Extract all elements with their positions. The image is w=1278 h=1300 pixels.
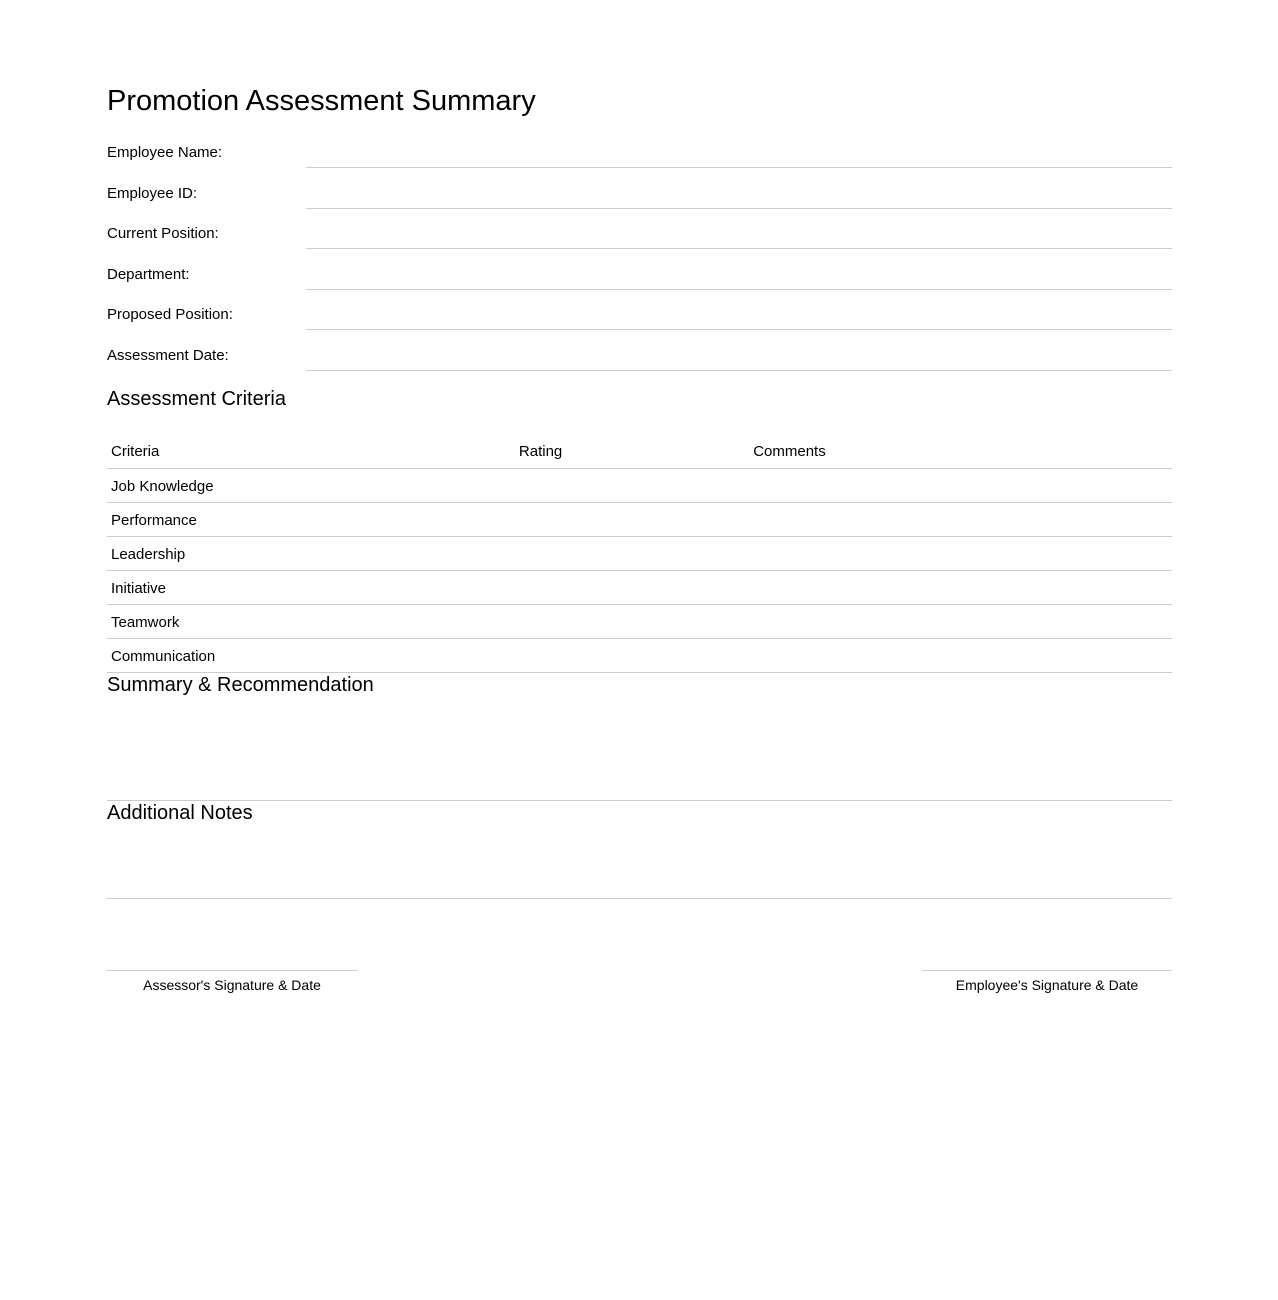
field-row-employee-id	[107, 185, 1172, 226]
column-header-criteria: Criteria	[107, 435, 515, 469]
field-row-proposed-position	[107, 306, 1172, 347]
rating-cell[interactable]	[515, 503, 749, 537]
signature-block-assessor	[107, 970, 357, 993]
employee-name-label: Employee Name:	[107, 144, 223, 161]
current-position-input-line[interactable]	[306, 225, 1172, 249]
summary-fill-area[interactable]	[107, 697, 1172, 801]
proposed-position-label: Proposed Position:	[107, 306, 233, 323]
field-row-employee-name	[107, 144, 1172, 185]
rating-cell[interactable]	[515, 537, 749, 571]
comments-cell[interactable]	[749, 537, 1172, 571]
assessment-date-label: Assessment Date:	[107, 346, 229, 364]
table-row-job-knowledge	[107, 469, 1172, 503]
employee-signature-label: Employee's Signature & Date	[955, 977, 1139, 993]
criteria-cell: Communication	[107, 639, 515, 673]
section-heading-assessment-criteria: Assessment Criteria	[107, 388, 286, 410]
employee-id-input-line[interactable]	[306, 185, 1172, 209]
comments-cell[interactable]	[749, 639, 1172, 673]
criteria-cell: Initiative	[107, 571, 515, 605]
department-label: Department:	[107, 265, 190, 283]
section-heading-additional-notes: Additional Notes	[107, 802, 253, 824]
signature-section	[107, 970, 1172, 993]
assessor-signature-label: Assessor's Signature & Date	[143, 977, 321, 993]
criteria-cell: Teamwork	[107, 605, 515, 639]
column-header-comments: Comments	[749, 435, 1172, 469]
criteria-table-header-row	[107, 435, 1172, 469]
comments-cell[interactable]	[749, 503, 1172, 537]
section-heading-summary-recommendation: Summary & Recommendation	[107, 674, 374, 696]
comments-cell[interactable]	[749, 469, 1172, 503]
field-row-department	[107, 266, 1172, 307]
current-position-label: Current Position:	[107, 225, 219, 242]
assessment-date-input-line[interactable]	[306, 347, 1172, 371]
table-row-communication	[107, 639, 1172, 673]
field-row-current-position	[107, 225, 1172, 266]
comments-cell[interactable]	[749, 571, 1172, 605]
notes-fill-area[interactable]	[107, 825, 1172, 899]
criteria-cell: Job Knowledge	[107, 469, 515, 503]
document-page	[107, 0, 1172, 993]
rating-cell[interactable]	[515, 639, 749, 673]
page-title: Promotion Assessment Summary	[107, 85, 536, 117]
table-row-leadership	[107, 537, 1172, 571]
proposed-position-input-line[interactable]	[306, 306, 1172, 330]
employee-name-input-line[interactable]	[306, 144, 1172, 168]
rating-cell[interactable]	[515, 469, 749, 503]
department-input-line[interactable]	[306, 266, 1172, 290]
signature-block-employee	[922, 970, 1172, 993]
rating-cell[interactable]	[515, 571, 749, 605]
employee-info-section	[107, 144, 1172, 387]
table-row-performance	[107, 503, 1172, 537]
column-header-rating: Rating	[515, 435, 749, 469]
table-row-initiative	[107, 571, 1172, 605]
rating-cell[interactable]	[515, 605, 749, 639]
criteria-cell: Leadership	[107, 537, 515, 571]
comments-cell[interactable]	[749, 605, 1172, 639]
field-row-assessment-date	[107, 347, 1172, 388]
criteria-table	[107, 435, 1172, 673]
criteria-cell: Performance	[107, 503, 515, 537]
table-row-teamwork	[107, 605, 1172, 639]
employee-id-label: Employee ID:	[107, 184, 198, 202]
